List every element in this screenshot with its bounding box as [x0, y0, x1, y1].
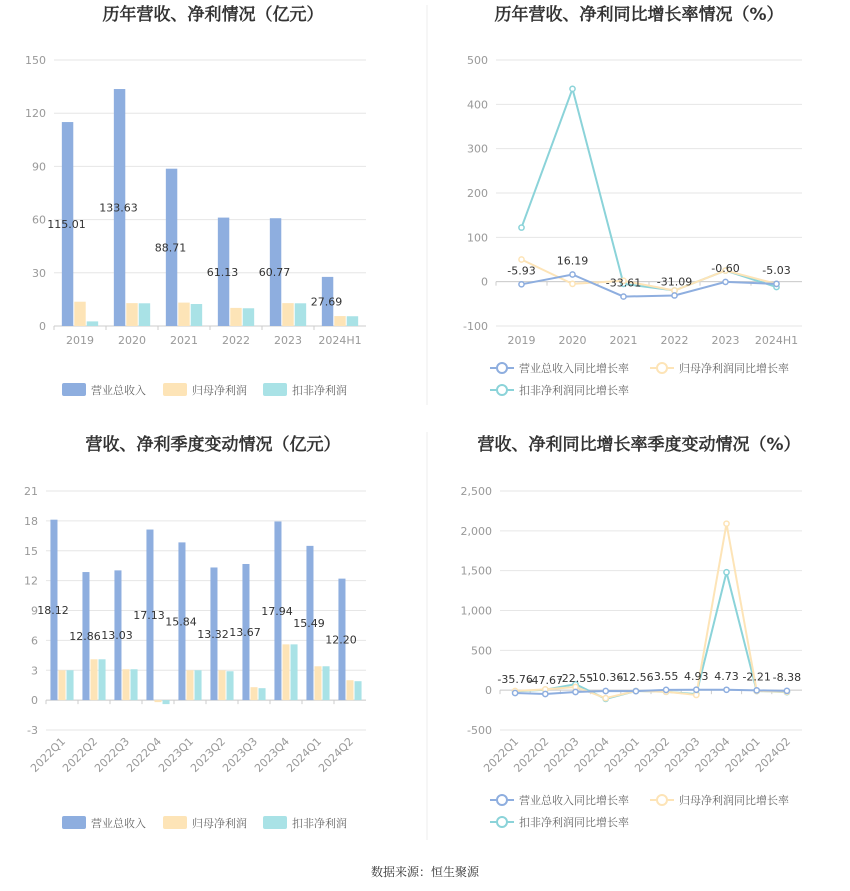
legend-marker[interactable]	[497, 363, 507, 373]
data-label: 27.69	[310, 295, 343, 309]
data-point[interactable]	[694, 687, 699, 692]
data-point[interactable]	[573, 689, 578, 694]
data-label: -5.93	[507, 264, 536, 278]
bar-deducted-profit[interactable]	[163, 700, 170, 704]
x-tick-label: 2024Q1	[722, 734, 763, 775]
bar-net-profit[interactable]	[58, 670, 65, 700]
legend-marker[interactable]	[657, 363, 667, 373]
legend-label[interactable]: 扣非净利润同比增长率	[519, 816, 629, 829]
x-tick-label: 2021	[170, 334, 198, 347]
bar-net-profit[interactable]	[334, 316, 345, 326]
annual-revenue-profit-chart	[25, 4, 366, 397]
y-tick-label: 30	[32, 266, 46, 280]
y-tick-label: 500	[467, 54, 488, 67]
y-tick-label: 0	[31, 694, 38, 708]
data-label: 13.32	[197, 627, 229, 641]
data-label: 18.12	[37, 603, 69, 617]
x-tick-label: 2023Q4	[692, 734, 733, 775]
data-point[interactable]	[633, 689, 638, 694]
bar-net-profit[interactable]	[90, 659, 97, 700]
legend-swatch[interactable]	[163, 816, 187, 829]
legend-swatch[interactable]	[263, 816, 287, 829]
y-tick-label: 12	[24, 574, 38, 588]
chart-title: 历年营收、净利情况（亿元）	[102, 5, 324, 25]
data-label: 12.20	[325, 633, 357, 647]
y-tick-label: 60	[32, 213, 46, 227]
y-tick-label: 90	[32, 160, 46, 174]
x-tick-label: 2024Q1	[284, 734, 325, 775]
data-point[interactable]	[513, 690, 518, 695]
data-label: 133.63	[99, 201, 138, 215]
x-tick-label: 2024H1	[318, 334, 362, 347]
bar-deducted-profit[interactable]	[227, 671, 234, 700]
x-tick-label: 2022Q2	[511, 734, 552, 775]
y-tick-label: 400	[467, 98, 488, 112]
bar-net-profit[interactable]	[314, 666, 321, 700]
y-tick-label: 6	[31, 634, 38, 648]
legend-label[interactable]: 归母净利润	[192, 817, 247, 830]
legend-swatch[interactable]	[163, 383, 187, 396]
data-label: -2.21	[742, 670, 771, 684]
data-label: 61.13	[206, 265, 239, 279]
data-point[interactable]	[570, 272, 575, 277]
y-tick-label: 500	[471, 644, 492, 658]
y-tick-label: -100	[463, 320, 488, 333]
legend-marker[interactable]	[657, 795, 667, 805]
data-label: -33.61	[605, 276, 642, 290]
quarterly-growth-rate-chart	[461, 434, 803, 829]
legend-label[interactable]: 扣非净利润同比增长率	[519, 384, 629, 397]
x-tick-label: 2024Q2	[752, 734, 794, 775]
data-label: 60.77	[258, 266, 291, 280]
data-label: 3.55	[653, 669, 679, 683]
legend-label[interactable]: 归母净利润	[192, 384, 247, 397]
bar-deducted-profit[interactable]	[87, 321, 98, 326]
x-tick-label: 2019	[507, 334, 536, 347]
bar-deducted-profit[interactable]	[347, 316, 358, 326]
y-tick-label: 300	[467, 142, 488, 156]
y-tick-label: 18	[24, 514, 38, 528]
y-tick-label: 100	[467, 231, 488, 245]
x-tick-label: 2023Q3	[662, 734, 703, 775]
chart-title: 营收、净利同比增长率季度变动情况（%）	[477, 435, 801, 455]
x-tick-label: 2023	[711, 334, 740, 347]
legend-swatch[interactable]	[62, 816, 86, 829]
x-tick-label: 2022Q2	[60, 734, 101, 775]
y-tick-label: 0	[481, 275, 488, 289]
legend-label[interactable]: 扣非净利润	[292, 817, 347, 830]
x-tick-label: 2023Q2	[632, 734, 673, 775]
x-tick-label: 2022	[222, 334, 250, 347]
data-point[interactable]	[664, 687, 669, 692]
legend-label[interactable]: 营业总收入同比增长率	[519, 794, 629, 807]
bar-deducted-profit[interactable]	[355, 681, 362, 700]
data-label: -0.60	[711, 261, 740, 275]
bar-deducted-profit[interactable]	[99, 659, 106, 700]
data-point[interactable]	[724, 687, 729, 692]
legend-label[interactable]: 营业总收入	[91, 817, 146, 830]
legend-marker[interactable]	[497, 817, 507, 827]
y-tick-label: 150	[25, 54, 46, 67]
y-tick-label: 200	[467, 187, 488, 200]
data-label: 15.49	[293, 616, 325, 630]
bar-net-profit[interactable]	[218, 670, 225, 700]
legend-marker[interactable]	[497, 795, 507, 805]
data-label: -35.76	[497, 673, 533, 687]
legend-swatch[interactable]	[62, 383, 86, 396]
data-point[interactable]	[784, 688, 789, 693]
data-point[interactable]	[519, 225, 524, 230]
legend-label[interactable]: 扣非净利润	[292, 384, 347, 397]
data-label: 115.01	[47, 218, 86, 232]
data-point[interactable]	[754, 688, 759, 693]
legend-label[interactable]: 营业总收入同比增长率	[519, 362, 629, 375]
bar-deducted-profit[interactable]	[323, 666, 330, 700]
x-tick-label: 2023	[274, 334, 302, 347]
bar-deducted-profit[interactable]	[67, 670, 74, 700]
bar-net-profit[interactable]	[346, 680, 353, 700]
data-point[interactable]	[724, 570, 729, 575]
x-tick-label: 2024H1	[754, 334, 799, 347]
y-tick-label: 0	[39, 320, 46, 333]
data-point[interactable]	[570, 86, 575, 91]
x-tick-label: 2022Q3	[92, 734, 133, 775]
x-tick-label: 2023Q4	[252, 734, 293, 775]
x-tick-label: 2020	[118, 334, 146, 347]
bar-net-profit[interactable]	[230, 308, 241, 326]
bar-net-profit[interactable]	[186, 670, 193, 700]
legend-label[interactable]: 营业总收入	[91, 384, 146, 397]
data-point[interactable]	[603, 696, 608, 701]
data-point[interactable]	[570, 281, 575, 286]
data-point[interactable]	[694, 692, 699, 697]
x-tick-label: 2023Q2	[188, 734, 229, 775]
bar-net-profit[interactable]	[282, 303, 293, 326]
bar-net-profit[interactable]	[250, 687, 257, 700]
bar-net-profit[interactable]	[282, 644, 289, 700]
y-tick-label: -500	[467, 724, 492, 737]
data-label: 13.03	[101, 629, 133, 643]
data-point[interactable]	[672, 293, 677, 298]
data-label: -31.09	[656, 275, 693, 289]
data-label: -22.55	[557, 671, 594, 685]
y-tick-label: 9	[31, 604, 38, 618]
data-point[interactable]	[774, 281, 779, 286]
data-point[interactable]	[723, 279, 728, 284]
y-tick-label: 21	[24, 485, 38, 498]
data-label: 15.84	[165, 615, 197, 629]
y-tick-label: 2,500	[460, 485, 492, 498]
x-tick-label: 2022Q4	[571, 734, 612, 775]
y-tick-label: 120	[25, 107, 46, 121]
y-tick-label: 1,000	[460, 604, 492, 618]
x-tick-label: 2022Q4	[124, 734, 165, 775]
data-point[interactable]	[519, 282, 524, 287]
data-label: 4.73	[714, 669, 739, 683]
x-tick-label: 2023Q1	[156, 734, 197, 775]
y-tick-label: 15	[24, 544, 38, 558]
annual-growth-rate-chart	[463, 4, 802, 397]
bar-deducted-profit[interactable]	[295, 303, 306, 326]
bar-net-profit[interactable]	[154, 700, 161, 702]
x-tick-label: 2020	[558, 334, 587, 347]
chart-title: 历年营收、净利同比增长率情况（%）	[494, 5, 784, 25]
data-label: 17.94	[261, 604, 293, 618]
bar-net-profit[interactable]	[126, 303, 137, 326]
bar-deducted-profit[interactable]	[139, 303, 150, 326]
data-point[interactable]	[621, 294, 626, 299]
data-point[interactable]	[519, 257, 524, 262]
bar-deducted-profit[interactable]	[291, 644, 298, 700]
data-point[interactable]	[724, 521, 729, 526]
data-label: -47.67	[527, 673, 564, 687]
data-label: -8.38	[772, 670, 802, 684]
chart-title: 营收、净利季度变动情况（亿元）	[85, 435, 341, 455]
quarterly-revenue-profit-chart	[24, 434, 366, 830]
bar-deducted-profit[interactable]	[243, 308, 254, 326]
data-label: 13.67	[229, 626, 261, 640]
data-label: 4.93	[684, 669, 709, 683]
bar-net-profit[interactable]	[178, 303, 189, 326]
y-tick-label: 2,000	[460, 524, 492, 538]
bar-net-profit[interactable]	[74, 302, 85, 326]
data-label: -10.36	[587, 670, 624, 684]
x-tick-label: 2022Q1	[28, 734, 69, 775]
y-tick-label: 1,500	[460, 564, 492, 578]
legend-label[interactable]: 归母净利润同比增长率	[679, 362, 789, 375]
x-tick-label: 2021	[609, 334, 638, 347]
x-tick-label: 2024Q2	[316, 734, 357, 775]
bar-net-profit[interactable]	[122, 669, 129, 700]
y-tick-label: 3	[31, 664, 38, 678]
legend-marker[interactable]	[497, 385, 507, 395]
data-label: 16.19	[556, 254, 589, 268]
data-point[interactable]	[603, 688, 608, 693]
legend-swatch[interactable]	[263, 383, 287, 396]
x-tick-label: 2023Q1	[601, 734, 643, 775]
y-tick-label: -3	[27, 724, 38, 737]
x-tick-label: 2019	[66, 334, 94, 347]
data-source: 数据来源：恒生聚源	[370, 865, 480, 879]
x-tick-label: 2022Q3	[541, 734, 582, 775]
legend-label[interactable]: 归母净利润同比增长率	[679, 794, 789, 807]
x-tick-label: 2022	[660, 334, 689, 347]
x-tick-label: 2023Q3	[220, 734, 261, 775]
data-label: 12.86	[69, 630, 101, 644]
data-label: -12.56	[618, 671, 654, 685]
data-label: -5.03	[762, 263, 791, 277]
bar-deducted-profit[interactable]	[131, 669, 138, 700]
data-label: 17.13	[133, 608, 165, 622]
bar-deducted-profit[interactable]	[195, 670, 202, 700]
bar-deducted-profit[interactable]	[259, 688, 266, 700]
bar-deducted-profit[interactable]	[191, 304, 202, 326]
y-tick-label: 0	[485, 684, 492, 698]
data-label: 88.71	[154, 241, 187, 255]
x-tick-label: 2022Q1	[481, 734, 522, 775]
data-point[interactable]	[543, 691, 548, 696]
